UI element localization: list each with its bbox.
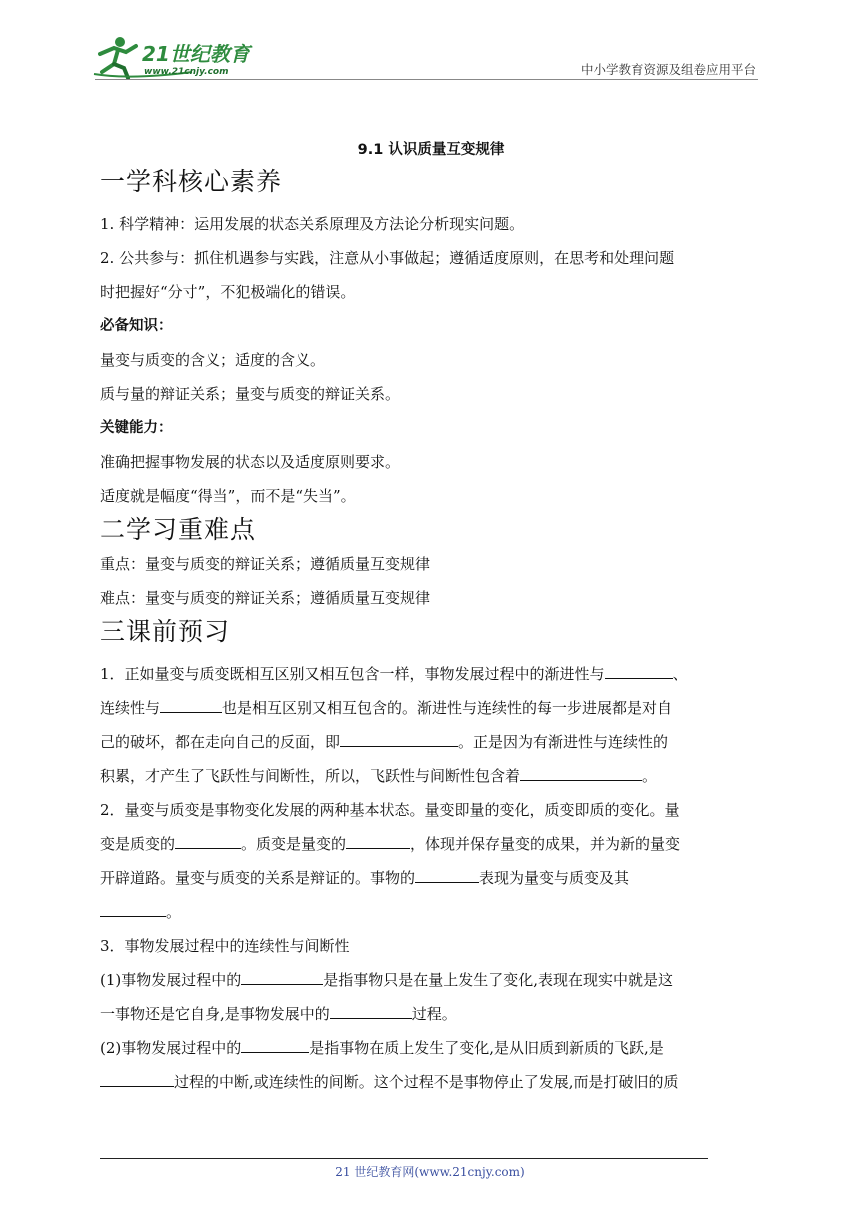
- logo-text: 21世纪教育: [142, 42, 250, 66]
- platform-name: 中小学教育资源及组卷应用平台: [580, 62, 756, 77]
- doc-title: 9.1 认识质量互变规律: [357, 142, 505, 158]
- answer-blank[interactable]: [100, 900, 166, 917]
- question-1-line-2: 连续性与 也是相互区别又相互包含的。渐进性与连续性的每一步进展都是对自: [100, 691, 762, 725]
- answer-blank[interactable]: [330, 1002, 412, 1019]
- page-header: [0, 0, 860, 90]
- key-point: 重点：量变与质变的辩证关系；遵循质量互变规律: [100, 555, 431, 573]
- answer-blank[interactable]: [340, 730, 458, 747]
- answer-blank[interactable]: [346, 832, 410, 849]
- answer-blank[interactable]: [160, 696, 222, 713]
- knowledge-label: 必备知识：: [100, 318, 173, 334]
- answer-blank[interactable]: [100, 1070, 174, 1087]
- answer-blank[interactable]: [520, 764, 642, 781]
- question-1-line-3: 己的破坏，都在走向自己的反面，即 。正是因为有渐进性与连续性的: [100, 725, 762, 759]
- footer-link[interactable]: 21 世纪教育网(www.21cnjy.com): [335, 1165, 525, 1179]
- knowledge-1: 量变与质变的含义；适度的含义。: [100, 351, 326, 369]
- ability-label: 关键能力：: [100, 420, 173, 436]
- question-2-line-2: 变是质变的 。质变是量变的 ，体现并保存量变的成果，并为新的量变: [100, 827, 762, 861]
- answer-blank[interactable]: [241, 968, 323, 985]
- answer-blank[interactable]: [605, 662, 673, 679]
- answer-blank[interactable]: [415, 866, 479, 883]
- question-3-title: 3．事物发展过程中的连续性与间断性: [100, 937, 350, 955]
- question-3-line-4: 过程的中断,或连续性的间断。这个过程不是事物停止了发展,而是打破旧的质: [100, 1065, 762, 1099]
- core-point-1: 1. 科学精神：运用发展的状态关系原理及方法论分析现实问题。: [100, 215, 525, 233]
- question-3-line-1: (1)事物发展过程中的 是指事物只是在量上发生了变化,表现在现实中就是这: [100, 963, 762, 997]
- question-1-line-1: 1．正如量变与质变既相互区别又相互包含一样，事物发展过程中的渐进性与 、: [100, 657, 762, 691]
- logo-url: www.21cnjy.com: [144, 67, 229, 77]
- section-heading-focus: 二学习重难点: [100, 515, 257, 544]
- ability-2: 适度就是幅度“得当”，而不是“失当”。: [100, 487, 356, 505]
- question-2-line-1: 2．量变与质变是事物变化发展的两种基本状态。量变即量的变化，质变即质的变化。量: [100, 801, 680, 819]
- footer-divider: [100, 1158, 708, 1159]
- question-2-line-4: 。: [100, 895, 762, 929]
- runner-logo-icon: [92, 34, 262, 80]
- core-point-2a: 2. 公共参与：抓住机遇参与实践，注意从小事做起；遵循适度原则，在思考和处理问题: [100, 249, 675, 267]
- section-heading-preview: 三课前预习: [100, 617, 231, 646]
- header-divider: [95, 79, 758, 80]
- site-logo[interactable]: [92, 34, 262, 80]
- core-point-2b: 时把握好“分寸”，不犯极端化的错误。: [100, 283, 356, 301]
- section-heading-core: 一学科核心素养: [100, 167, 283, 196]
- question-3-line-2: 一事物还是它自身,是事物发展中的 过程。: [100, 997, 762, 1031]
- question-2-line-3: 开辟道路。量变与质变的关系是辩证的。事物的 表现为量变与质变及其: [100, 861, 762, 895]
- answer-blank[interactable]: [175, 832, 241, 849]
- difficult-point: 难点：量变与质变的辩证关系；遵循质量互变规律: [100, 589, 431, 607]
- ability-1: 准确把握事物发展的状态以及适度原则要求。: [100, 453, 401, 471]
- knowledge-2: 质与量的辩证关系；量变与质变的辩证关系。: [100, 385, 401, 403]
- document-body: [100, 138, 762, 1099]
- question-1-line-4: 积累，才产生了飞跃性与间断性，所以，飞跃性与间断性包含着 。: [100, 759, 762, 793]
- question-3-line-3: (2)事物发展过程中的 是指事物在质上发生了变化,是从旧质到新质的飞跃,是: [100, 1031, 762, 1065]
- answer-blank[interactable]: [241, 1036, 309, 1053]
